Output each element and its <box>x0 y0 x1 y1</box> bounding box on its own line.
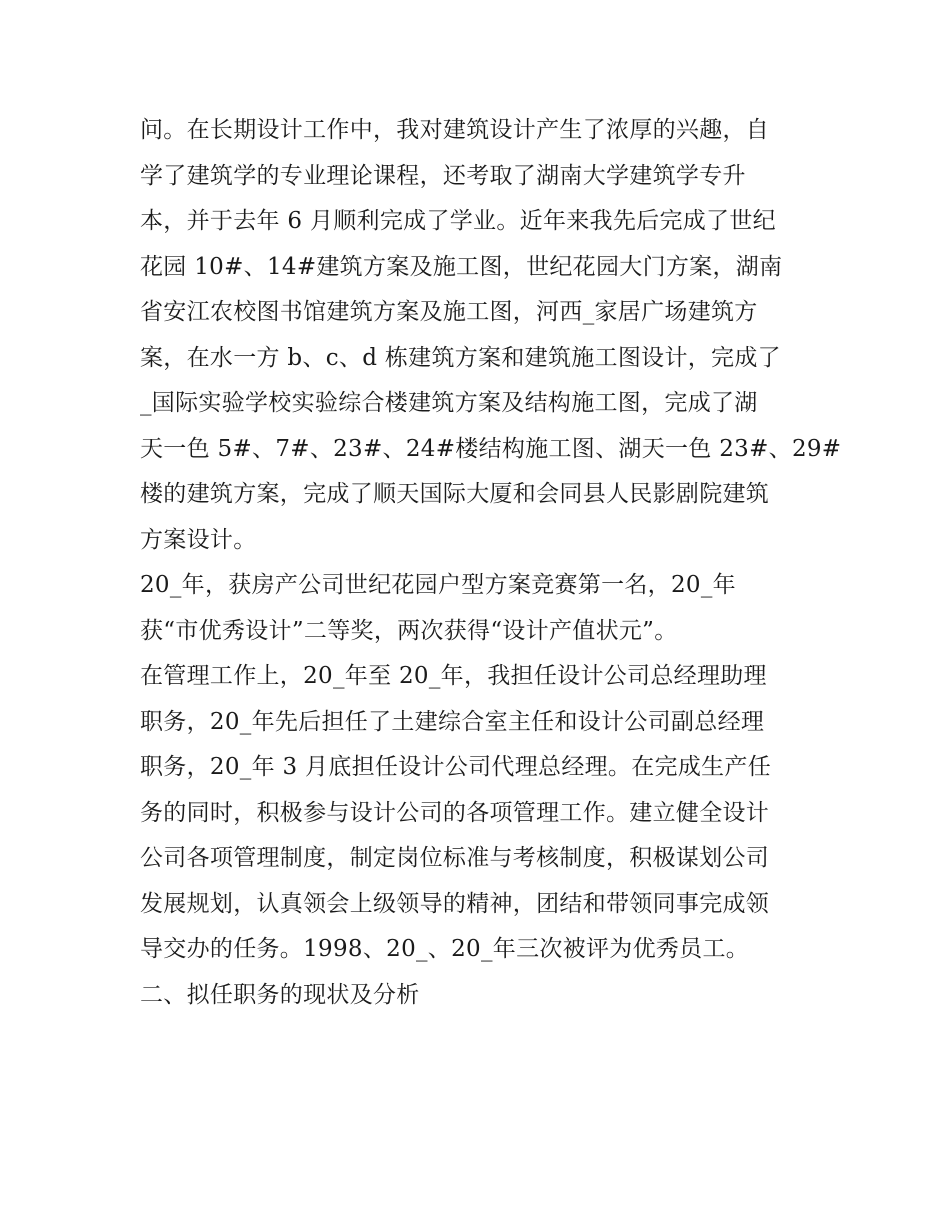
text-line: 公司各项管理制度，制定岗位标准与考核制度，积极谋划公司 <box>140 845 770 871</box>
text-line: _国际实验学校实验综合楼建筑方案及结构施工图，完成了湖 <box>140 390 758 416</box>
text-line: 务的同时，积极参与设计公司的各项管理工作。建立健全设计 <box>140 799 770 826</box>
text-line: 天一色 5#、7#、23#、24#楼结构施工图、湖天一色 23#、29# <box>140 435 842 462</box>
text-line: 本，并于去年 6 月顺利完成了学业。近年来我先后完成了世纪 <box>140 208 776 234</box>
document-body <box>140 108 842 1018</box>
text-line: 职务，20_年先后担任了土建综合室主任和设计公司副总经理 <box>140 708 765 735</box>
text-line: 导交办的任务。1998、20_、20_年三次被评为优秀员工。 <box>140 936 750 962</box>
text-line: 获“市优秀设计”二等奖，两次获得“设计产值状元”。 <box>140 617 678 644</box>
text-line: 案，在水一方 b、c、d 栋建筑方案和建筑施工图设计，完成了 <box>140 344 781 371</box>
text-line: 问。在长期设计工作中，我对建筑设计产生了浓厚的兴趣，自 <box>140 117 770 143</box>
section-heading: 二、拟任职务的现状及分析 <box>140 981 420 1008</box>
text-line: 在管理工作上，20_年至 20_年，我担任设计公司总经理助理 <box>140 663 767 689</box>
text-line: 楼的建筑方案，完成了顺天国际大厦和会同县人民影剧院建筑 <box>140 481 770 507</box>
text-line: 发展规划，认真领会上级领导的精神，团结和带领同事完成领 <box>140 890 770 917</box>
text-line: 职务，20_年 3 月底担任设计公司代理总经理。在完成生产任 <box>140 754 772 780</box>
text-line: 方案设计。 <box>140 526 257 553</box>
text-line: 省安江农校图书馆建筑方案及施工图，河西_家居广场建筑方 <box>140 299 758 325</box>
text-line: 学了建筑学的专业理论课程，还考取了湖南大学建筑学专升 <box>140 162 746 189</box>
text-line: 花园 10#、14#建筑方案及施工图，世纪花园大门方案，湖南 <box>140 253 783 280</box>
text-line: 20_年，获房产公司世纪花园户型方案竞赛第一名，20_年 <box>140 572 736 598</box>
